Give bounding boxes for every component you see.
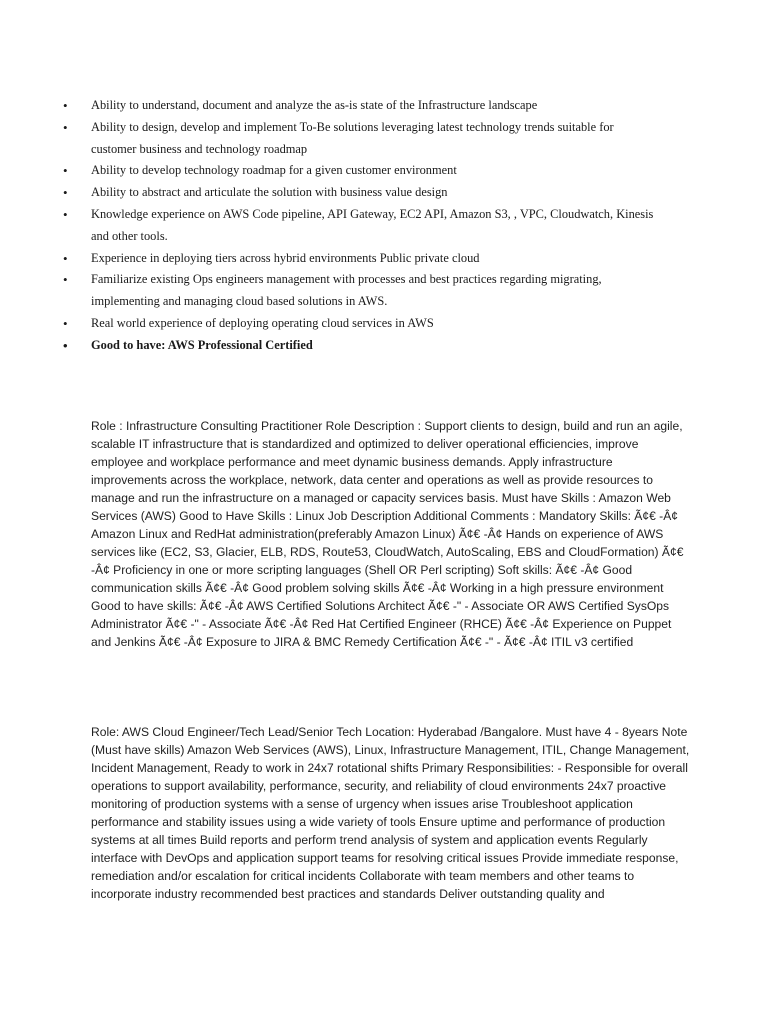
list-item: • Ability to abstract and articulate the solution with business value design	[62, 182, 662, 204]
role-infrastructure-consulting-paragraph: Role : Infrastructure Consulting Practitioner Role Description : Support clients to design, build and run an agile, scalable IT infrastructure that is standardized and optimized to deliver operational efficiencies, improve employee and workplace performance and meet dynamic business demands. Apply infrastructure improvements across the workplace, network, data center and operations as well as provide resources to manage and run the infrastructure on a managed or capacity services basis. Must have Skills : Amazon Web Services (AWS) Good to Have Skills : Linux Job Description Additional Comments : Mandatory Skills: Ã¢€ -Â¢ Amazon Linux and RedHat administration(preferably Amazon Linux) Ã¢€ -Â¢ Hands on experience of AWS services like (EC2, S3, Glacier, ELB, RDS, Route53, CloudWatch, AutoScaling, EBS and CloudFormation) Ã¢€ -Â¢ Proficiency in one or more scripting languages (Shell OR Perl scripting) Soft skills: Ã¢€ -Â¢ Good communication skills Ã¢€ -Â¢ Good problem solving skills Ã¢€ -Â¢ Working in a high pressure environment Good to have skills: Ã¢€ -Â¢ AWS Certified Solutions Architect Ã¢€ -" - Associate OR AWS Certified SysOps Administrator Ã¢€ -" - Associate Ã¢€ -Â¢ Red Hat Certified Engineer (RHCE) Ã¢€ -Â¢ Experience on Puppet and Jenkins Ã¢€ -Â¢ Exposure to JIRA & BMC Remedy Certification Ã¢€ -" - Ã¢€ -Â¢ ITIL v3 certified	[91, 419, 684, 649]
list-item: • Ability to understand, document and analyze the as-is state of the Infrastructure landscape	[62, 95, 662, 117]
list-item: • Experience in deploying tiers across hybrid environments Public private cloud	[62, 248, 662, 270]
list-item: • Familiarize existing Ops engineers management with processes and best practices regarding migrating, implementing and managing cloud based solutions in AWS.	[62, 269, 662, 313]
list-item: • Real world experience of deploying operating cloud services in AWS	[62, 313, 662, 335]
role-aws-cloud-engineer-paragraph: Role: AWS Cloud Engineer/Tech Lead/Senior Tech Location: Hyderabad /Bangalore. Must have 4 - 8years Note (Must have skills) Amazon Web Services (AWS), Linux, Infrastructure Management, ITIL, Change Management, Incident Management, Ready to work in 24x7 rotational shifts Primary Responsibilities: - Responsible for overall operations to support availability, performance, security, and reliability of cloud environments 24x7 proactive monitoring of production systems with a sense of urgency when issues arise Troubleshoot application performance and stability issues using a wide variety of tools Ensure uptime and performance of production systems at all times Build reports and perform trend analysis of system and application events Regularly interface with DevOps and application support teams for resolving critical issues Provide immediate response, remediation and/or escalation for critical incidents Collaborate with team members and other teams to incorporate industry recommended best practices and standards Deliver outstanding quality and	[91, 725, 690, 901]
list-item: • Ability to design, develop and implement To-Be solutions leveraging latest technology trends suitable for customer business and technology roadmap	[62, 117, 662, 161]
list-item-good-to-have: • Good to have: AWS Professional Certified	[62, 335, 662, 357]
list-item: • Ability to develop technology roadmap for a given customer environment	[62, 160, 662, 182]
list-item: • Knowledge experience on AWS Code pipeline, API Gateway, EC2 API, Amazon S3, , VPC, Cloudwatch, Kinesis and other tools.	[62, 204, 662, 248]
requirements-list	[62, 95, 662, 357]
